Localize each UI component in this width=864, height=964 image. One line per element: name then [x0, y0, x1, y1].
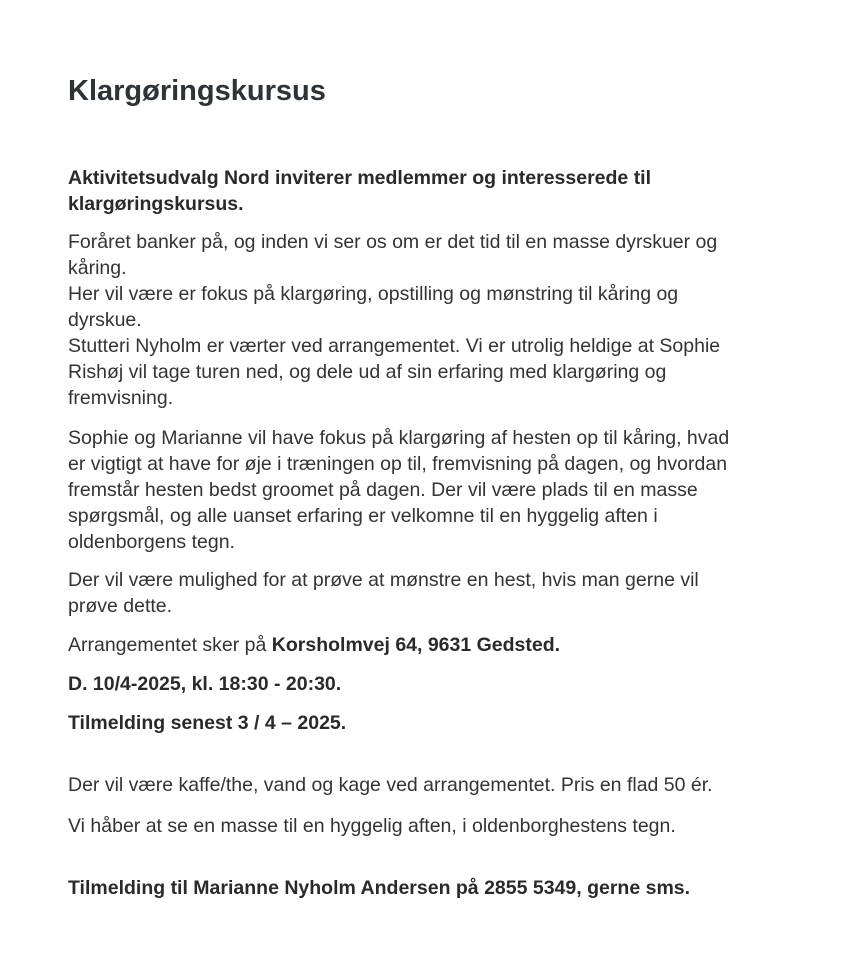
text-line: er vigtigt at have for øje i træningen op til, fremvisning på dagen, og hvordan [68, 453, 728, 475]
text-line: spørgsmål, og alle uanset erfaring er velkomne til en hyggelig aften i [68, 505, 658, 527]
text-line: Sophie og Marianne vil have fokus på klargøring af hesten op til kåring, hvad [68, 427, 730, 449]
paragraph-try [68, 567, 788, 619]
intro-line: klargøringskursus. [68, 193, 244, 215]
paragraph-spring [68, 229, 788, 411]
signup-contact: Tilmelding til Marianne Nyholm Andersen på 2855 5349, gerne sms. [68, 877, 691, 899]
text-line: Foråret banker på, og inden vi ser os om er det tid til en masse dyrskuer og [68, 231, 718, 253]
location-prefix: Arrangementet sker på [68, 634, 272, 656]
closing-line: Vi håber at se en masse til en hyggelig aften, i oldenborghestens tegn. [68, 815, 676, 837]
text-line: fremstår hesten bedst groomet på dagen. Der vil være plads til en masse [68, 479, 698, 501]
signup-deadline: Tilmelding senest 3 / 4 – 2025. [68, 712, 347, 734]
text-line: oldenborgens tegn. [68, 531, 235, 553]
refreshments-line: Der vil være kaffe/the, vand og kage ved arrangementet. Pris en flad 50 ér. [68, 774, 713, 796]
intro-paragraph [68, 165, 788, 217]
location-address: Korsholmvej 64, 9631 Gedsted. [271, 634, 561, 656]
text-line: fremvisning. [68, 387, 174, 409]
intro-line: Aktivitetsudvalg Nord inviterer medlemmer og interesserede til [68, 167, 652, 189]
location-line [68, 632, 788, 658]
location-text [68, 632, 788, 658]
text-line: Stutteri Nyholm er værter ved arrangementet. Vi er utrolig heldige at Sophie [68, 335, 721, 357]
text-line: prøve dette. [68, 595, 173, 617]
text-line: kåring. [68, 257, 127, 279]
text-line: Her vil være er fokus på klargøring, opstilling og mønstring til kåring og [68, 283, 679, 305]
text-line: dyrskue. [68, 309, 142, 331]
text-line: Der vil være mulighed for at prøve at mønstre en hest, hvis man gerne vil [68, 569, 699, 591]
text-line: Rishøj vil tage turen ned, og dele ud af sin erfaring med klargøring og [68, 361, 667, 383]
page-title: Klargøringskursus [68, 75, 326, 107]
paragraph-focus [68, 425, 788, 555]
event-date: D. 10/4-2025, kl. 18:30 - 20:30. [68, 673, 342, 695]
